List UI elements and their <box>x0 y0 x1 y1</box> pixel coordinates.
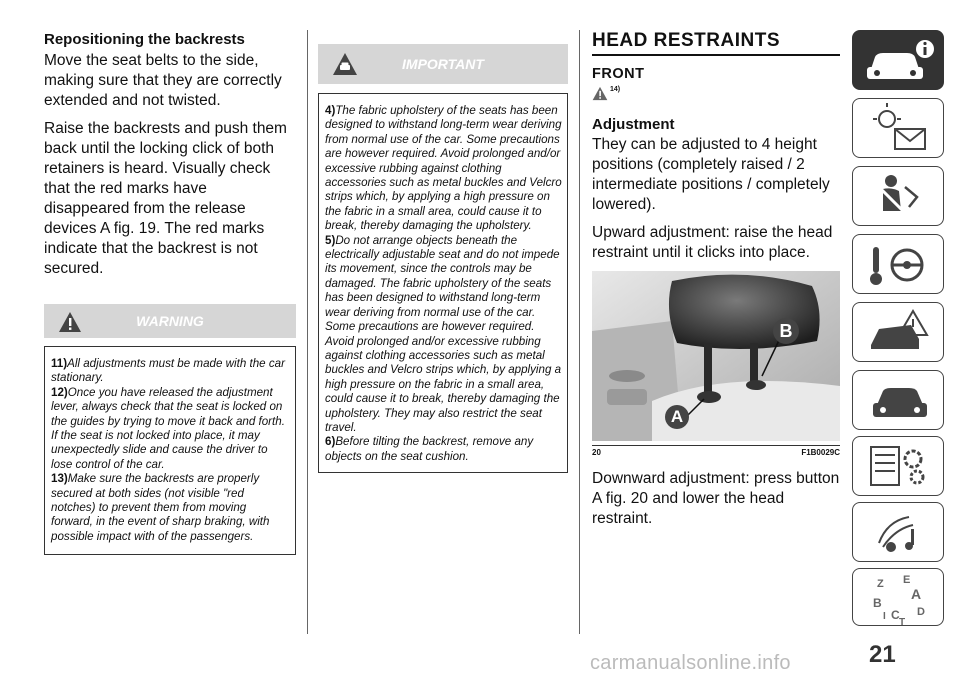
warning-title: WARNING <box>136 313 204 329</box>
label-a: A <box>665 405 689 429</box>
important-item <box>325 435 564 464</box>
page-number: 21 <box>869 641 896 668</box>
column-middle <box>318 44 568 473</box>
tab-emergency[interactable] <box>852 302 944 362</box>
warning-box-body <box>44 346 296 555</box>
important-item <box>325 104 564 234</box>
subsection-heading: FRONT <box>592 66 645 82</box>
head-restraint-photo <box>592 271 840 441</box>
warning-item-text: Make sure the backrests are properly secured at both sides (not visible "red notches) to prevent them from moving forward, in the event of sharp braking, with possible impact with of the passengers. <box>51 472 270 543</box>
paragraph: Downward adjustment: press button A fig. 20 and lower the head restraint. <box>592 470 840 527</box>
important-item-text: The fabric upholstery of the seats has been designed to withstand long-term wear deriving from normal use of the car. Some precautions are however required. Avoid prolonged and/or excessive rubbing against clothing accessories such as metal buckles and Velcro strips which, by applying a high pressure on the fabric in a small area, could cause it to break, thereby damaging the upholstery. <box>325 104 562 233</box>
paragraph: They can be adjusted to 4 height positions (completely raised / 2 intermediate positions / completely lowered). <box>592 136 830 213</box>
svg-text:D: D <box>917 606 925 618</box>
warning-item <box>51 357 291 386</box>
seat-belt-icon <box>853 167 945 227</box>
important-item-number: 4) <box>325 104 336 117</box>
paragraph: Raise the backrests and push them back until the locking click of both retainers is heard. Visually check that the red marks have disappeared from the release devices A fig. 19. The red marks indicate that the backrest is not secured. <box>44 120 287 277</box>
car-icon <box>853 371 945 431</box>
svg-text:Z: Z <box>877 578 884 590</box>
column-right <box>592 30 840 537</box>
important-box <box>318 44 568 473</box>
figure-number: 20 <box>592 448 601 457</box>
warning-item-text: Once you have released the adjustment lever, always check that the seat is locked on the guides by trying to move it back and forth. If the seat is not locked into place, it may unexpectedly slide and cause the driver to lose control of the car. <box>51 385 285 471</box>
paragraph: Move the seat belts to the side, making sure that they are correctly extended and not twisted. <box>44 52 282 109</box>
alphabet-index-icon <box>853 569 945 627</box>
warning-box-header <box>44 304 296 338</box>
tab-starting-driving[interactable] <box>852 234 944 294</box>
svg-text:C: C <box>891 608 900 622</box>
tab-index[interactable] <box>852 568 944 626</box>
tab-lights-messages[interactable] <box>852 98 944 158</box>
svg-text:B: B <box>873 596 882 610</box>
warning-item-number: 12) <box>51 385 68 399</box>
warning-item-number: 11) <box>51 357 68 370</box>
watermark: carmanualsonline.info <box>590 652 791 674</box>
tab-servicing[interactable] <box>852 370 944 430</box>
section-heading: HEAD RESTRAINTS <box>592 30 781 51</box>
figure-code: F1B0029C <box>801 448 840 457</box>
multimedia-icon <box>853 503 945 563</box>
column-left <box>44 31 296 555</box>
key-steering-wheel-icon <box>853 235 945 295</box>
tab-car-info[interactable] <box>852 30 944 90</box>
figure-caption <box>592 445 840 457</box>
figure-head-restraint <box>592 271 840 461</box>
svg-text:T: T <box>899 617 906 627</box>
subheading-repositioning: Repositioning the backrests <box>44 31 245 48</box>
label-b: B <box>773 318 799 344</box>
important-box-header <box>318 44 568 84</box>
warning-light-envelope-icon <box>853 99 945 159</box>
warning-item <box>51 386 291 472</box>
important-item <box>325 234 564 436</box>
important-item-number: 6) <box>325 435 336 449</box>
tab-multimedia[interactable] <box>852 502 944 562</box>
column-divider <box>307 30 308 634</box>
important-item-number: 5) <box>325 233 336 247</box>
document-gears-icon <box>853 437 945 497</box>
breakdown-icon <box>853 303 945 363</box>
warning-reference-number: 14) <box>610 86 621 93</box>
tab-technical-data[interactable] <box>852 436 944 496</box>
svg-text:A: A <box>911 586 922 602</box>
warning-box <box>44 304 296 555</box>
column-divider <box>579 30 580 634</box>
important-title: IMPORTANT <box>402 56 484 72</box>
warning-item-number: 13) <box>51 472 68 486</box>
warning-reference <box>592 86 840 108</box>
adjustment-heading: Adjustment <box>592 116 675 133</box>
svg-text:E: E <box>903 574 911 586</box>
warning-triangle-icon <box>592 86 608 101</box>
warning-item <box>51 472 291 544</box>
tab-safety[interactable] <box>852 166 944 226</box>
paragraph: Upward adjustment: raise the head restraint until it clicks into place. <box>592 224 833 261</box>
important-box-body <box>318 93 568 473</box>
heading-rule <box>592 54 840 56</box>
warning-item-text: All adjustments must be made with the car stationary. <box>51 357 285 385</box>
important-item-text: Do not arrange objects beneath the electrically adjustable seat and do not impede its movement, since the controls may be damaged. The fabric upholstery of the seats has been designed to withstand long-term wear deriving from normal use of the car. Some precautions are however required. Avoid prolonged and/or excessive rubbing against clothing accessories such as metal buckles and Velcro strips which, by applying a high pressure on the fabric in a small area, could cause it to break, thereby damaging the upholstery. They may also restrict the seat travel. <box>325 233 562 434</box>
car-info-icon <box>853 31 945 91</box>
important-item-text: Before tilting the backrest, remove any objects on the seat cushion. <box>325 435 534 463</box>
svg-text:I: I <box>883 611 886 622</box>
